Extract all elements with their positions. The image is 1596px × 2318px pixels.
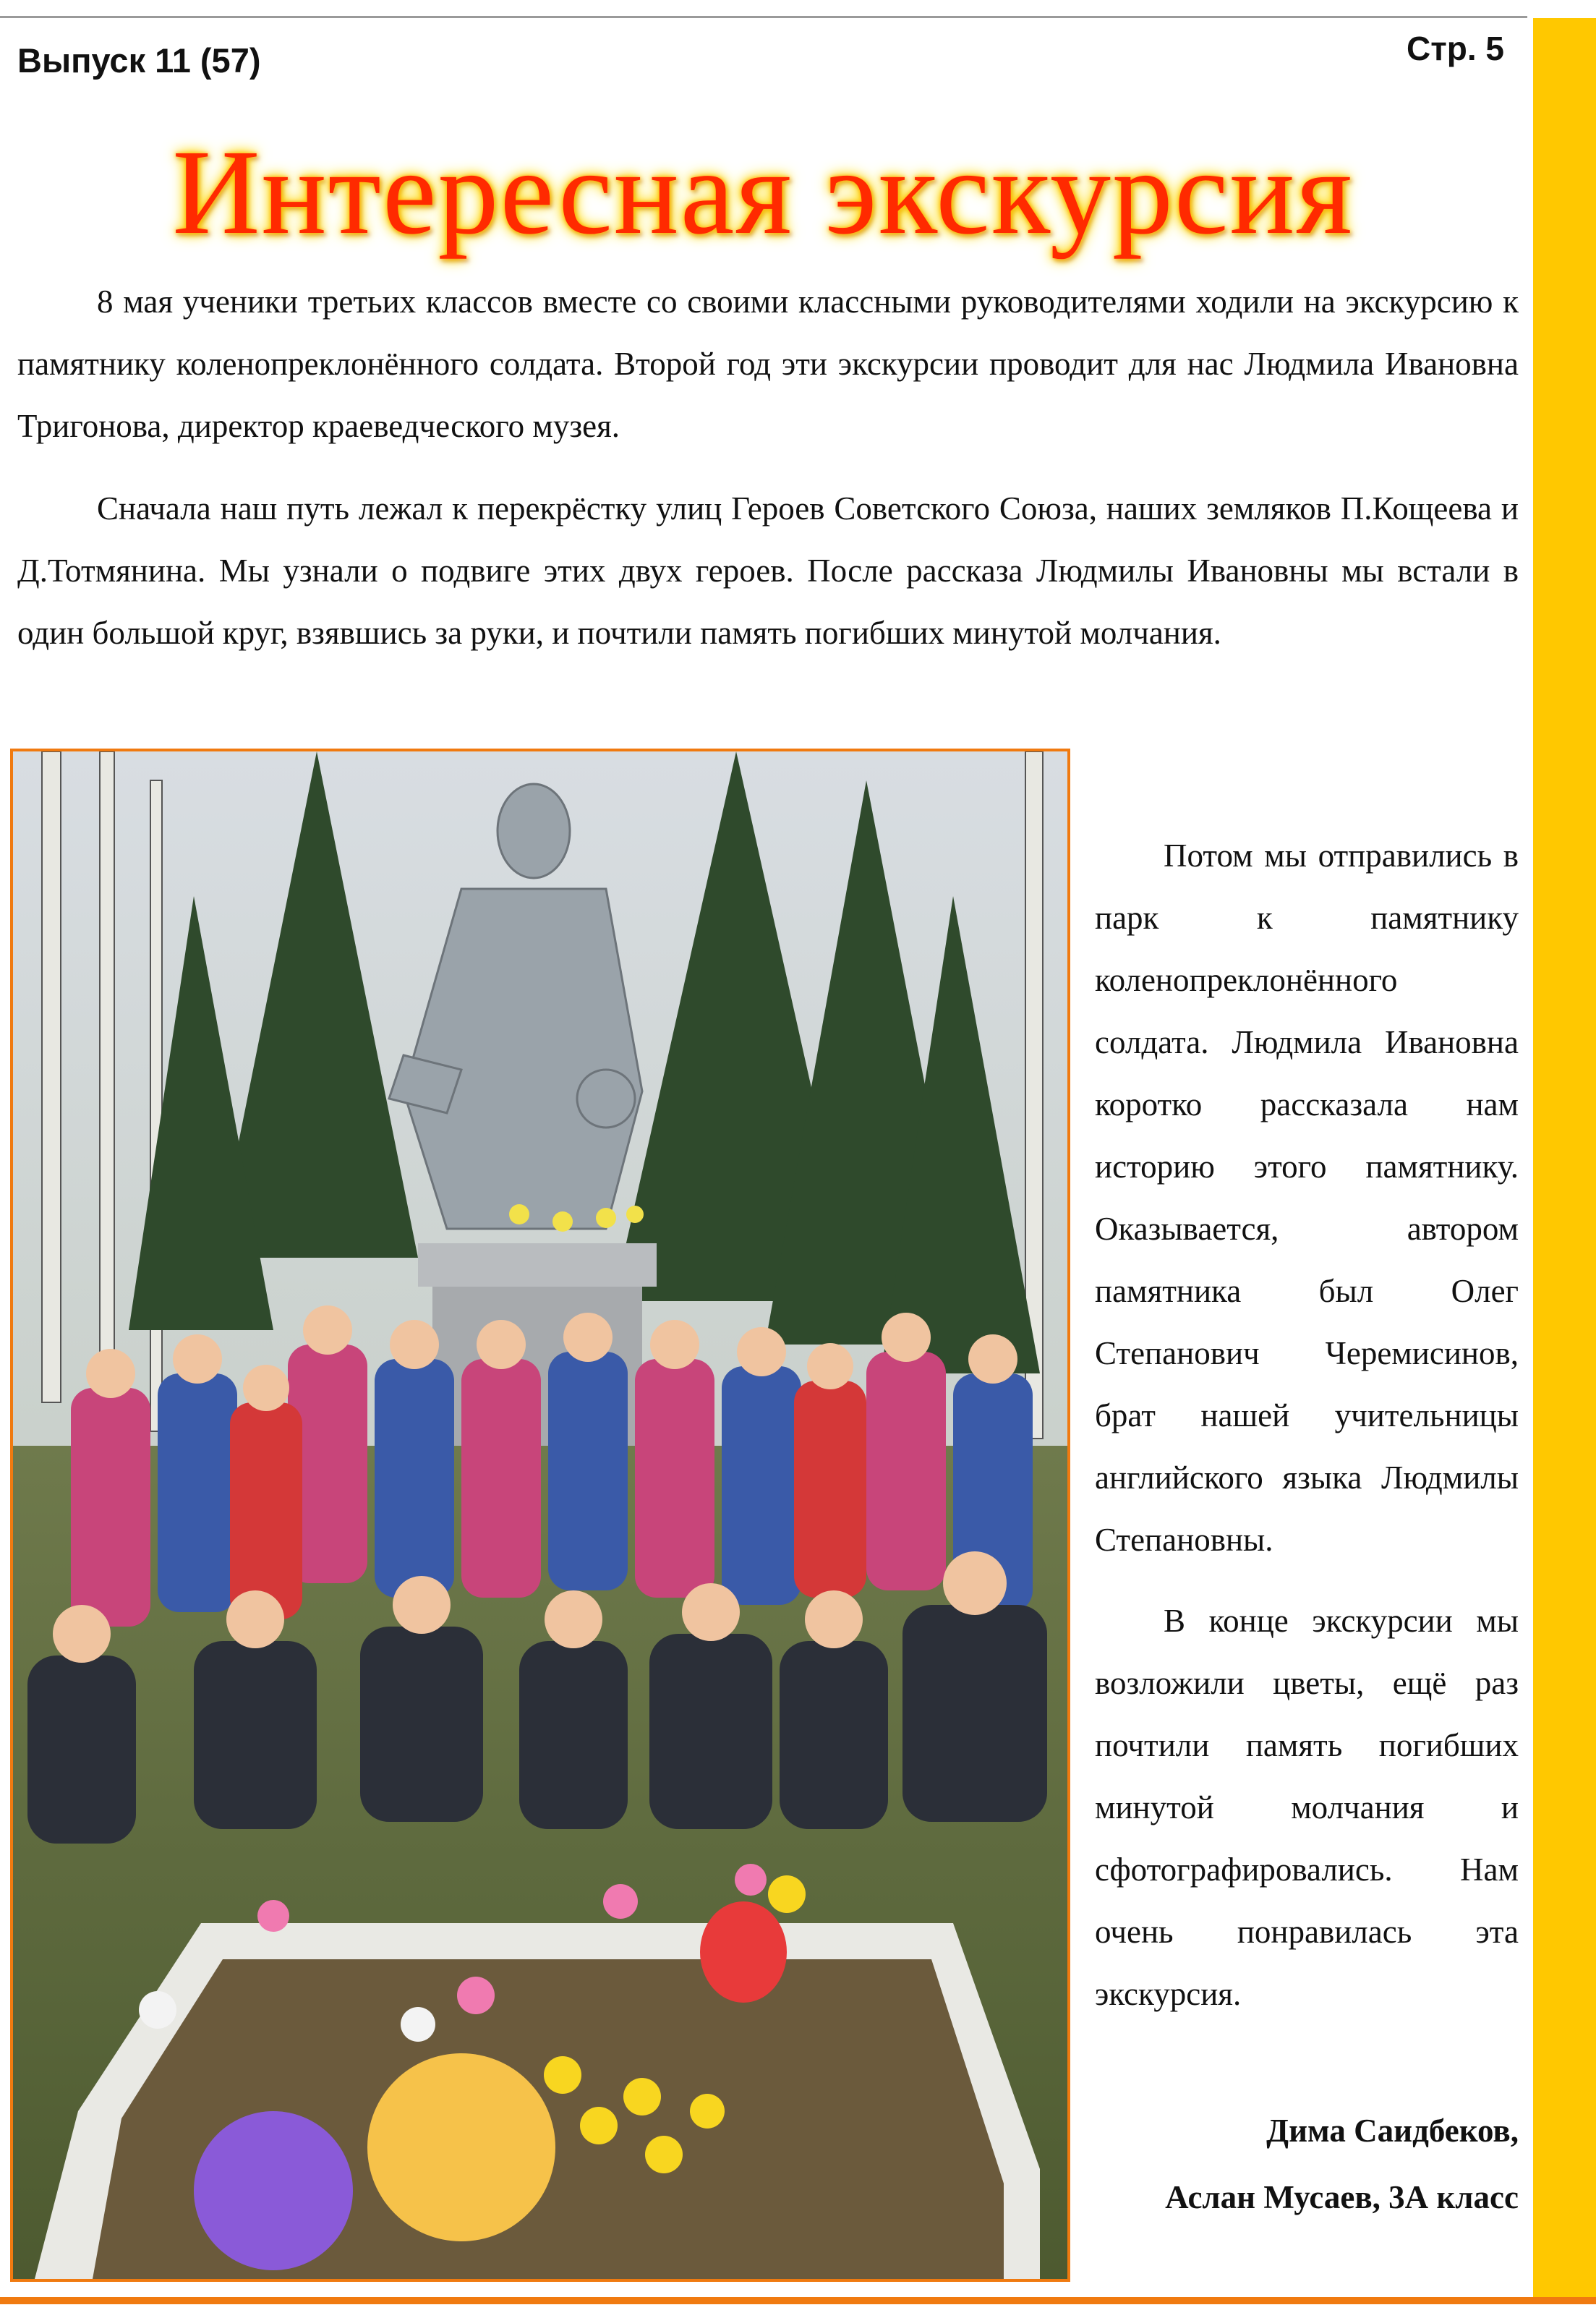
author-line-1: Дима Саидбеков,	[1266, 2113, 1519, 2149]
page-number: Стр. 5	[1407, 30, 1504, 67]
bottom-rule	[0, 2297, 1596, 2304]
author-line-2: Аслан Мусаев, 3А класс	[1165, 2179, 1519, 2215]
paragraph-3-text: Потом мы отправились в парк к памятнику коленопреклонённого солдата. Людмила Ивановна коротко рассказала нам историю этого памятнику. Оказывается, автором памятника был Олег Степанович Черемисинов, брат нашей учительницы английского языка Людмилы Степановны.	[1095, 838, 1519, 1558]
issue-number: Выпуск 11 (57)	[17, 41, 261, 80]
top-rule	[0, 16, 1527, 18]
article-paragraph-2	[17, 477, 1519, 664]
paragraph-2-text: Сначала наш путь лежал к перекрёстку улиц Героев Советского Союза, наших земляков П.Кощеева и Д.Тотмянина. Мы узнали о подвиге этих двух героев. После рассказа Людмилы Ивановны мы встали в один большой круг, взявшись за руки, и почтили память погибших минутой молчания.	[17, 490, 1519, 651]
article-paragraph-3	[1095, 824, 1519, 1571]
paragraph-4-text: В конце экскурсии мы возложили цветы, ещё раз почтили память погибших минутой молчания и сфотографировались. Нам очень понравилась эта экскурсия.	[1095, 1603, 1519, 2012]
group-photo-image	[13, 751, 1067, 2279]
article-paragraph-1	[17, 270, 1519, 457]
paragraph-1-text: 8 мая ученики третьих классов вместе со своими классными руководителями ходили на экскурсию к памятнику коленопреклонённого солдата. Второй год эти экскурсии проводит для нас Людмила Ивановна Тригонова, директор краеведческого музея.	[17, 284, 1519, 444]
article-paragraph-4	[1095, 1590, 1519, 2025]
article-title: Интересная экскурсия	[172, 125, 1354, 260]
group-photo	[10, 749, 1070, 2282]
side-color-bar	[1533, 18, 1596, 2300]
